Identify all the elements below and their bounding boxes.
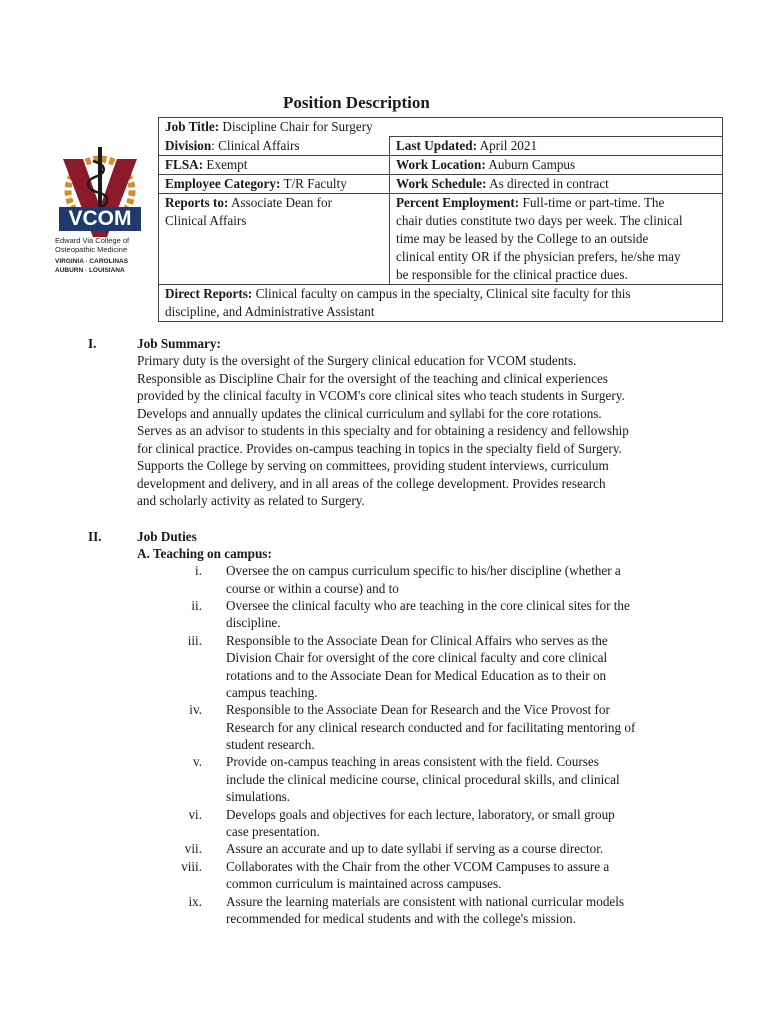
duty-item-text xyxy=(226,597,686,632)
duty-item-line: common curriculum is maintained across campuses. xyxy=(226,876,502,892)
duty-item-text xyxy=(226,632,686,702)
job-summary-text xyxy=(137,352,737,510)
summary-line: development and delivery, and in all areas of the college development. Provides research xyxy=(137,475,606,491)
summary-line: provided by the clinical faculty in VCOM's core clinical sites who teach students in Surgery. xyxy=(137,388,625,403)
duty-item-number: vi. xyxy=(188,806,202,822)
duty-item-text xyxy=(226,840,686,858)
duty-item-line: Oversee the on campus curriculum specific to his/her discipline (whether a xyxy=(226,563,621,578)
duty-item-line: Collaborates with the Chair from the other VCOM Campuses to assure a xyxy=(226,858,610,874)
summary-line: and scholarly activity as related to Surgery. xyxy=(137,493,365,508)
duty-item-text xyxy=(226,858,686,893)
duty-item-line: rotations and to the Associate Dean for Medical Education as to their on xyxy=(226,667,607,683)
duty-item-number: i. xyxy=(195,563,202,578)
duty-item-line: recommended for medical students and with the college's mission. xyxy=(226,911,576,927)
duty-item-text xyxy=(226,562,686,597)
duty-item-number: viii. xyxy=(181,858,202,874)
duty-item-number: ix. xyxy=(188,893,202,909)
duty-item-line: course or within a course) and to xyxy=(226,580,399,596)
reports-to-value-1: Associate Dean for xyxy=(230,195,333,210)
duty-item-line: Responsible to the Associate Dean for Clinical Affairs who serves as the xyxy=(226,632,608,648)
last-updated-value: April 2021 xyxy=(479,138,538,153)
logo-line-1: Edward Via College of xyxy=(55,236,130,245)
direct-reports-line-1: Clinical faculty on campus in the specialty, Clinical site faculty for this xyxy=(255,286,631,301)
duty-item-line: simulations. xyxy=(226,789,291,805)
duty-item-number: vii. xyxy=(184,841,202,857)
logo-name: VCOM xyxy=(68,207,132,230)
duty-item-line: Oversee the clinical faculty who are teaching in the core clinical sites for the xyxy=(226,597,630,613)
section-numeral: II. xyxy=(88,529,102,544)
job-title-value: Discipline Chair for Surgery xyxy=(222,119,373,134)
direct-reports-label: Direct Reports xyxy=(165,286,248,301)
percent-line-0: Full-time or part-time. The xyxy=(522,195,665,210)
page-title: Position Description xyxy=(283,93,430,112)
flsa-label: FLSA xyxy=(165,157,199,172)
percent-line-4: be responsible for the clinical practice dues. xyxy=(396,267,628,282)
duty-item-text xyxy=(226,701,686,754)
duty-item-number: iii. xyxy=(187,632,202,648)
duty-item-line: Responsible to the Associate Dean for Research and the Vice Provost for xyxy=(226,702,610,718)
employee-category-value: T/R Faculty xyxy=(283,176,347,191)
job-title-row: Job Title: Discipline Chair for Surgery xyxy=(165,119,373,134)
logo-line-4: AUBURN · LOUISIANA xyxy=(55,267,125,274)
reports-to-value-2: Clinical Affairs xyxy=(165,213,247,228)
flsa-value: Exempt xyxy=(206,157,248,172)
subsection-heading: A. Teaching on campus: xyxy=(137,546,272,561)
job-title-label: Job Title xyxy=(165,119,215,134)
duty-item-line: Develops goals and objectives for each lecture, laboratory, or small group xyxy=(226,806,615,822)
duty-item-number: v. xyxy=(192,754,202,770)
duty-item-text xyxy=(226,806,686,841)
duty-item-line: discipline. xyxy=(226,615,281,631)
work-location-label: Work Location xyxy=(396,157,482,172)
division-value: Clinical Affairs xyxy=(218,137,300,153)
summary-line: Develops and annually updates the clinical curriculum and syllabi for the core rotations. xyxy=(137,405,602,421)
duty-item-line: Division Chair for oversight of the core clinical faculty and core clinical xyxy=(226,650,608,666)
duty-item-text xyxy=(226,753,686,806)
duty-item-text xyxy=(226,893,686,928)
section-heading: Job Summary: xyxy=(137,336,221,351)
summary-line: for clinical practice. Provides on-campus teaching in topics in the specialty field of Surgery. xyxy=(137,440,622,456)
division-label: Division xyxy=(165,137,212,153)
summary-line: Responsible as Discipline Chair for the oversight of the teaching and clinical experiences xyxy=(137,370,608,386)
work-location-value: Auburn Campus xyxy=(488,157,576,172)
percent-line-3: clinical entity OR if the physician prefers, he/she may xyxy=(396,249,681,264)
duty-item-line: Assure an accurate and up to date syllabi if serving as a course director. xyxy=(226,841,604,857)
vcom-logo xyxy=(55,145,145,280)
section-numeral: I. xyxy=(88,336,97,351)
duty-item-line: include the clinical medicine course, clinical procedural skills, and clinical xyxy=(226,771,620,787)
percent-line-1: chair duties constitute two days per week. The clinical xyxy=(396,213,683,228)
reports-to-label: Reports to: xyxy=(165,195,229,210)
direct-reports-line-2: discipline, and Administrative Assistant xyxy=(165,304,375,319)
work-schedule-value: As directed in contract xyxy=(489,176,609,191)
last-updated-label: Last Updated xyxy=(396,138,473,153)
duty-item-line: case presentation. xyxy=(226,824,320,840)
duty-item-number: ii. xyxy=(191,597,202,613)
duty-item-line: Assure the learning materials are consistent with national curricular models xyxy=(226,893,625,909)
summary-line: Primary duty is the oversight of the Surgery clinical education for VCOM students. xyxy=(137,353,577,368)
duty-item-line: Research for any clinical research conducted and for facilitating mentoring of xyxy=(226,719,636,735)
percent-employment-label: Percent Employment xyxy=(396,195,515,210)
logo-line-2: Osteopathic Medicine xyxy=(55,245,128,254)
duty-item-line: student research. xyxy=(226,737,315,753)
summary-line: Serves as an advisor to students in this specialty and for obtaining a residency and fellowship xyxy=(137,423,629,438)
duty-item-line: Provide on-campus teaching in areas consistent with the field. Courses xyxy=(226,754,599,770)
section-heading: Job Duties xyxy=(137,529,197,544)
percent-line-2: time may be leased by the College to an outside xyxy=(396,231,649,246)
work-schedule-label: Work Schedule xyxy=(396,176,483,191)
summary-line: Supports the College by serving on committees, providing student interviews, curriculum xyxy=(137,458,609,473)
duty-item-number: iv. xyxy=(189,702,202,718)
employee-category-label: Employee Category xyxy=(165,176,276,191)
position-info-table: Job Title: Discipline Chair for Surgery Division: Clinical Affairs Last Updated: April 2021 FLSA: Exempt Work Location: Auburn Campus Employee Category: T/R Faculty Work Schedule: As directed in contract Reports to: Associate Dean for Clinical Affairs Percent Employment: Full-time or part-time. The chair duties constitute two days per week. The clinical time may be leased by the College to an outside clinical entity OR if the physician prefers, he/she may be responsible for the clinical practice dues. Direct Reports: Clinical faculty on campus in the specialty, Clinical site faculty for this discipline, and Administrative Assistant xyxy=(158,117,723,322)
logo-line-3: VIRGINIA · CAROLINAS xyxy=(55,258,129,265)
duty-item-line: campus teaching. xyxy=(226,685,318,701)
